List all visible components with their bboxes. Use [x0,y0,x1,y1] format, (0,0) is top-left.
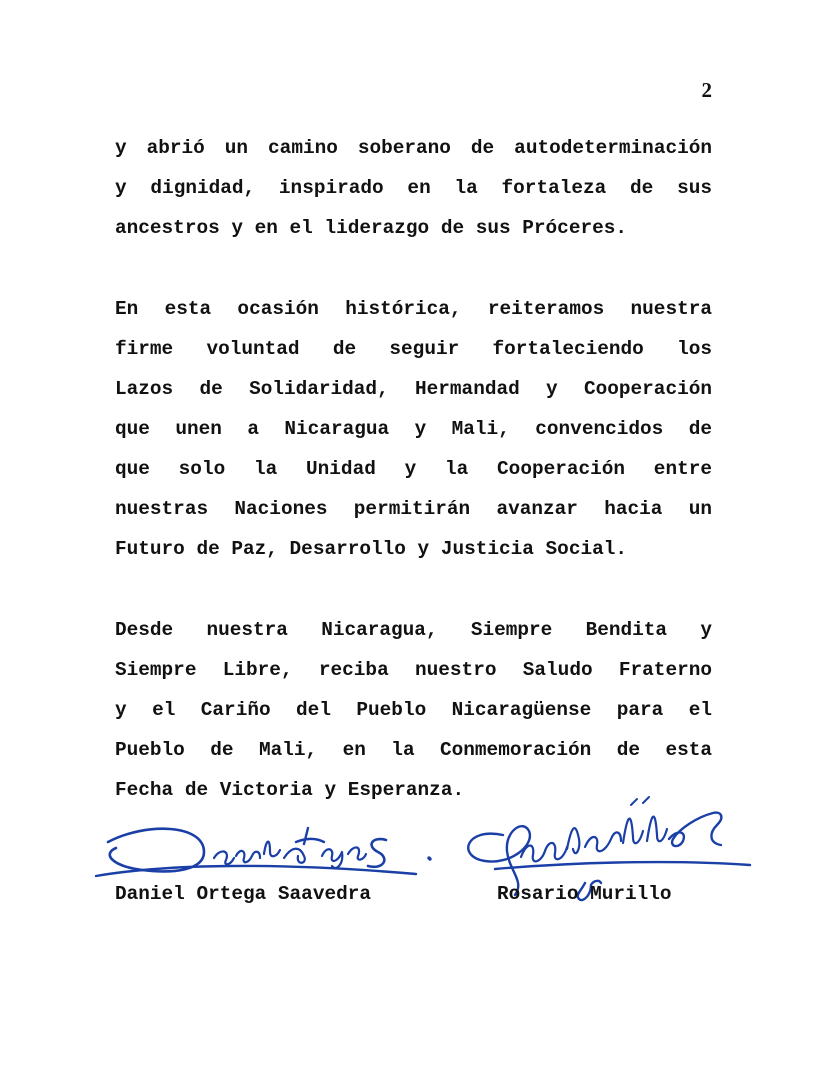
right-signer-name: Rosario Murillo [497,883,672,905]
page-number: 2 [701,78,712,102]
text-line: y abrió un camino soberano de autodeterminación [115,137,712,159]
text-line: que solo la Unidad y la Cooperación entre [115,458,712,480]
text-line: En esta ocasión histórica, reiteramos nuestra [115,298,712,320]
text-line: nuestras Naciones permitirán avanzar hacia un [115,498,712,520]
text-line: Fecha de Victoria y Esperanza. [115,779,465,801]
text-line: firme voluntad de seguir fortaleciendo los [115,338,712,360]
text-line: y el Cariño del Pueblo Nicaragüense para el [115,699,712,721]
text-line: y dignidad, inspirado en la fortaleza de sus [115,177,712,199]
text-line: Lazos de Solidaridad, Hermandad y Cooperación [115,378,712,400]
left-signer-name: Daniel Ortega Saavedra [115,883,371,905]
text-line: Pueblo de Mali, en la Conmemoración de esta [115,739,712,761]
text-line: Desde nuestra Nicaragua, Siempre Bendita y [115,619,712,641]
text-line: que unen a Nicaragua y Mali, convencidos de [115,418,712,440]
text-line: Futuro de Paz, Desarrollo y Justicia Social. [115,538,627,560]
text-line: ancestros y en el liderazgo de sus Próceres. [115,217,627,239]
text-line: Siempre Libre, reciba nuestro Saludo Fraterno [115,659,712,681]
